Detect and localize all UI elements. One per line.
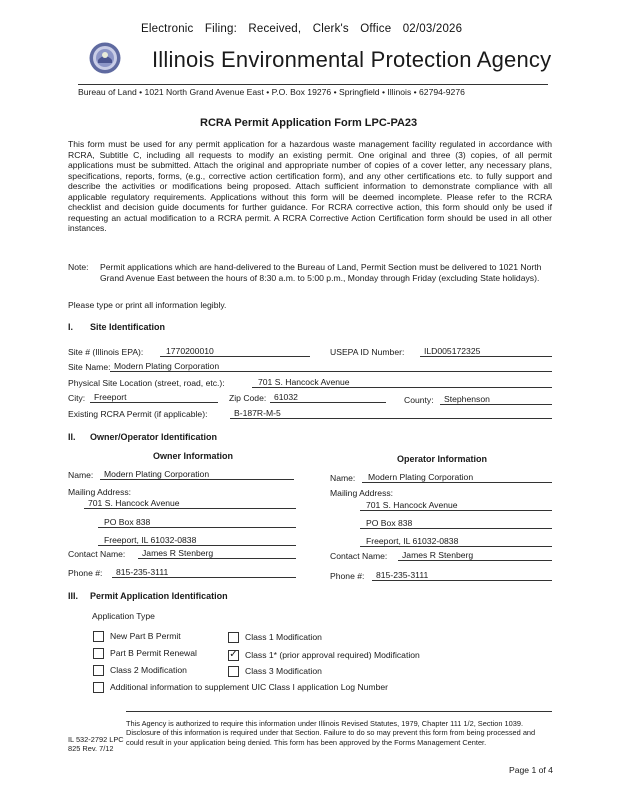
owner-name-label: Name:: [68, 470, 94, 480]
owner-address-line2-field[interactable]: [98, 517, 296, 528]
operator-address-line2: PO Box 838: [366, 518, 413, 528]
footer-disclaimer: This Agency is authorized to require this information under Illinois Revised Statutes, 1979, Chapter 111 1/2, Section 1039. Disclosure of this information is required under that Section. Failure to do so may prevent this form from being processed and could result in your application being denied. This form has been approved by the Forms Management Center.: [126, 719, 536, 747]
site-num-field[interactable]: [160, 346, 310, 357]
owner-contact-value: James R Stenberg: [142, 548, 214, 558]
intro-paragraph: This form must be used for any permit application for a hazardous waste management facility regulated in accordance with RCRA, Subtitle C, including all requests to modify an existing permit. One original and three (3) copies, of all permit applications must be submitted. Attach the original and appropriate number of copies of a cover letter, any necessary plans, specifications, reports, forms, (e.g., corrective action certification form), and any other certifications etc. to fully support and describe the activities or modifications being proposed. Attach sufficient information to demonstrate compliance with all applicable regulatory requirements. Applications without this form will be deemed incomplete. Please refer to the RCRA checklist and decision guide documents for further guidance. For RCRA corrective action, this form should only be used if requesting an actual modification to a RCRA permit. A RCRA Corrective Action Certification form should be used in all other instances.: [68, 139, 552, 233]
existing-permit-value: B-187R-M-5: [234, 408, 281, 418]
operator-address-line3: Freeport, IL 61032-0838: [366, 536, 459, 546]
owner-mailing-label: Mailing Address:: [68, 487, 132, 497]
owner-phone-label: Phone #:: [68, 568, 103, 578]
city-field[interactable]: [90, 392, 218, 403]
physical-location-field[interactable]: [252, 377, 552, 388]
section-3-number: III.: [68, 591, 79, 601]
usepa-label: USEPA ID Number:: [330, 347, 405, 357]
operator-name-label: Name:: [330, 473, 356, 483]
instructions-legibly: Please type or print all information legibly.: [68, 300, 227, 310]
option-checkbox[interactable]: [228, 666, 239, 677]
site-num-value: 1770200010: [166, 346, 214, 356]
option-checkbox[interactable]: [228, 650, 239, 661]
operator-phone-value: 815-235-3111: [376, 570, 429, 580]
owner-address-line3-field[interactable]: [98, 535, 296, 546]
site-name-value: Modern Plating Corporation: [114, 361, 220, 371]
operator-address-line1: 701 S. Hancock Avenue: [366, 500, 458, 510]
option-label: Class 1 Modification: [245, 632, 322, 642]
footer-divider: [126, 711, 552, 712]
operator-name-field[interactable]: [362, 472, 552, 483]
option-label: Class 1* (prior approval required) Modification: [245, 650, 420, 660]
owner-address-line2: PO Box 838: [104, 517, 151, 527]
operator-address-line2-field[interactable]: [360, 518, 552, 529]
operator-contact-field[interactable]: [398, 550, 552, 561]
section-3-title: Permit Application Identification: [90, 591, 228, 601]
operator-address-line1-field[interactable]: [360, 500, 552, 511]
section-1-number: I.: [68, 322, 74, 332]
option-checkbox[interactable]: [93, 682, 104, 693]
option-checkbox[interactable]: [228, 632, 239, 643]
operator-heading: Operator Information: [397, 454, 488, 464]
owner-heading: Owner Information: [153, 451, 234, 461]
section-2-number: II.: [68, 432, 76, 442]
filing-stamp: Electronic Filing: Received, Clerk's Office 02/03/2026: [141, 23, 463, 35]
option-label: Class 3 Modification: [245, 666, 322, 676]
section-1-heading: [68, 322, 165, 332]
site-num-label: Site # (Illinois EPA):: [68, 347, 144, 357]
agency-name: Illinois Environmental Protection Agency: [152, 47, 552, 72]
owner-address-line1-field[interactable]: [84, 498, 296, 509]
owner-address-line3: Freeport, IL 61032-0838: [104, 535, 197, 545]
operator-contact-label: Contact Name:: [330, 551, 388, 561]
operator-address-line3-field[interactable]: [360, 536, 552, 547]
zip-field[interactable]: [270, 392, 386, 403]
agency-address: Bureau of Land • 1021 North Grand Avenue East • P.O. Box 19276 • Springfield • Illinois • 62794-9276: [78, 87, 465, 97]
option-checkbox[interactable]: [93, 665, 104, 676]
option-label: Class 2 Modification: [110, 665, 187, 675]
existing-permit-label: Existing RCRA Permit (if applicable):: [68, 409, 208, 419]
option-label: Part B Permit Renewal: [110, 648, 197, 658]
county-label: County:: [404, 395, 434, 405]
operator-phone-field[interactable]: [372, 570, 552, 581]
form-title: RCRA Permit Application Form LPC-PA23: [200, 117, 418, 129]
section-2-title: Owner/Operator Identification: [90, 432, 218, 442]
site-name-field[interactable]: [110, 361, 552, 372]
city-label: City:: [68, 393, 86, 403]
form-code: IL 532-2792 LPC 825 Rev. 7/12: [68, 735, 124, 754]
header-divider: [78, 84, 548, 85]
note-text: Permit applications which are hand-delivered to the Bureau of Land, Permit Section must be delivered to 1021 North Grand Avenue East between the hours of 8:30 a.m. to 5:00 p.m., Monday through Friday (excluding State holidays).: [100, 262, 542, 283]
operator-mailing-label: Mailing Address:: [330, 488, 394, 498]
county-value: Stephenson: [444, 394, 490, 404]
operator-phone-label: Phone #:: [330, 571, 365, 581]
owner-phone-field[interactable]: [112, 567, 296, 578]
note-label: Note:: [68, 262, 89, 272]
section-1-title: Site Identification: [90, 322, 166, 332]
physical-location-label: Physical Site Location (street, road, etc.):: [68, 378, 225, 388]
section-3-heading: [68, 591, 228, 601]
application-type-label: Application Type: [92, 611, 155, 621]
site-name-label: Site Name:: [68, 362, 111, 372]
owner-contact-label: Contact Name:: [68, 549, 126, 559]
illinois-epa-seal-icon: [89, 42, 121, 74]
owner-phone-value: 815-235-3111: [116, 567, 169, 577]
owner-name-value: Modern Plating Corporation: [104, 469, 210, 479]
zip-label: Zip Code:: [229, 393, 267, 403]
option-checkbox[interactable]: [93, 631, 104, 642]
owner-address-line1: 701 S. Hancock Avenue: [88, 498, 180, 508]
checkmark-icon: ✓: [229, 649, 238, 660]
section-2-heading: [68, 432, 217, 442]
option-checkbox[interactable]: [93, 648, 104, 659]
page-number: Page 1 of 4: [509, 765, 553, 775]
zip-value: 61032: [274, 392, 298, 402]
option-label: New Part B Permit: [110, 631, 181, 641]
option-label: Additional information to supplement UIC Class I application Log Number: [110, 682, 389, 692]
owner-name-field[interactable]: [100, 469, 294, 480]
county-field[interactable]: [440, 394, 552, 405]
city-value: Freeport: [94, 392, 127, 402]
physical-location-value: 701 S. Hancock Avenue: [258, 377, 350, 387]
existing-permit-field[interactable]: [230, 408, 552, 419]
usepa-field[interactable]: [420, 346, 552, 357]
owner-contact-field[interactable]: [138, 548, 296, 559]
operator-contact-value: James R Stenberg: [402, 550, 474, 560]
operator-name-value: Modern Plating Corporation: [368, 472, 474, 482]
usepa-value: ILD005172325: [424, 346, 481, 356]
